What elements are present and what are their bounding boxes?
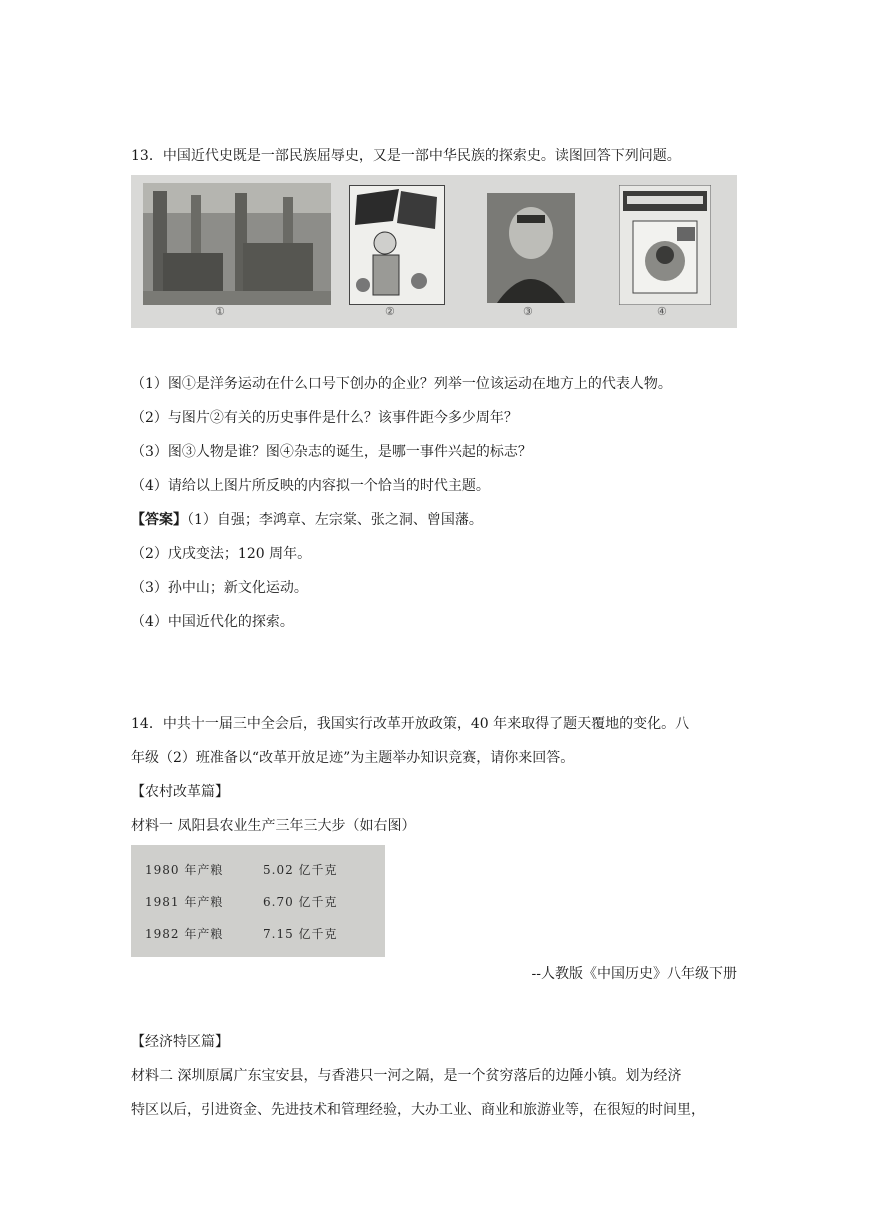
material-2-line-2: 特区以后，引进资金、先进技术和管理经验，大办工业、商业和旅游业等，在很短的时间里， [131, 1102, 705, 1118]
row-year: 1981 年产粮 [145, 895, 224, 909]
row-value: 5.02 亿千克 [263, 863, 338, 877]
cartoon-poster [349, 185, 445, 305]
table-row [145, 861, 338, 878]
portrait-photo [487, 193, 575, 303]
row-year: 1980 年产粮 [145, 863, 224, 877]
caption-2: ② [385, 305, 395, 318]
q13-photo-strip [131, 175, 737, 328]
table-row [145, 925, 338, 942]
q14-stem-line-1: 14．中共十一届三中全会后，我国实行改革开放政策，40 年来取得了题天覆地的变化。八 [131, 716, 690, 732]
q13-sub-4: （4）请给以上图片所反映的内容拟一个恰当的时代主题。 [131, 478, 490, 494]
q13-answer-4: （4）中国近代化的探索。 [131, 614, 294, 630]
section-heading-rural: 【农村改革篇】 [131, 784, 229, 800]
q13-sub-2: （2）与图片②有关的历史事件是什么？该事件距今多少周年？ [131, 410, 518, 426]
row-year: 1982 年产粮 [145, 927, 224, 941]
q13-answer-3: （3）孙中山；新文化运动。 [131, 580, 308, 596]
table-row [145, 893, 338, 910]
row-value: 6.70 亿千克 [263, 895, 338, 909]
caption-3: ③ [523, 305, 533, 318]
answer-label: 【答案】 [131, 512, 187, 528]
material-2-line-1: 材料二 深圳原属广东宝安县，与香港只一河之隔，是一个贫穷落后的边陲小镇。划为经济 [131, 1068, 682, 1084]
q13-answer-1 [131, 510, 483, 530]
q13-stem: 13．中国近代史既是一部民族屈辱史，又是一部中华民族的探索史。读图回答下列问题。 [131, 148, 681, 164]
answer-1-text: （1）自强；李鸿章、左宗棠、张之洞、曾国藩。 [187, 512, 483, 528]
material-1-heading: 材料一 凤阳县农业生产三年三大步（如右图） [131, 818, 416, 834]
q13-sub-3: （3）图③人物是谁？图④杂志的诞生，是哪一事件兴起的标志？ [131, 444, 532, 460]
material-1-source: --人教版《中国历史》八年级下册 [531, 966, 737, 982]
grain-output-photo [131, 845, 385, 957]
magazine-cover [619, 185, 711, 305]
caption-4: ④ [657, 305, 667, 318]
row-value: 7.15 亿千克 [263, 927, 338, 941]
caption-1: ① [215, 305, 225, 318]
factory-photo [143, 183, 331, 305]
q13-sub-1: （1）图①是洋务运动在什么口号下创办的企业？列举一位该运动在地方上的代表人物。 [131, 376, 672, 392]
q13-answer-2: （2）戊戌变法；120 周年。 [131, 546, 312, 562]
q14-stem-line-2: 年级（2）班准备以“改革开放足迹”为主题举办知识竞赛，请你来回答。 [131, 750, 575, 766]
section-heading-sez: 【经济特区篇】 [131, 1034, 229, 1050]
